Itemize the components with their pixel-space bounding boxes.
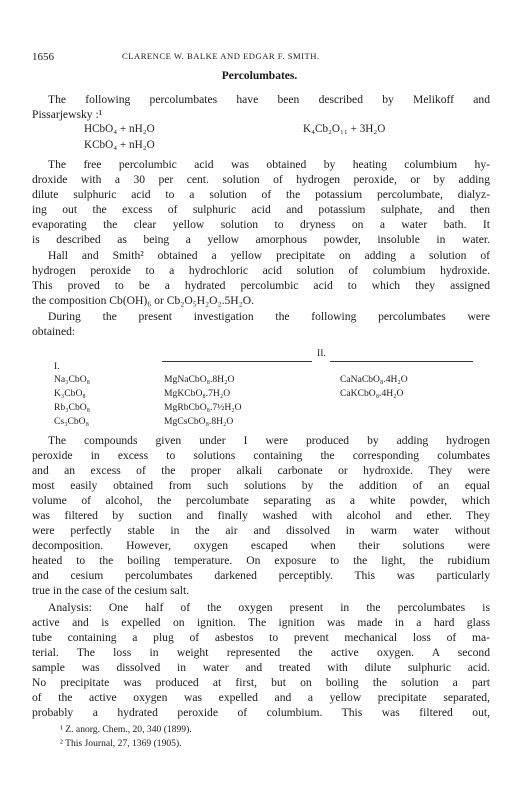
compound-formula: Cs₃CbO₈	[54, 416, 89, 427]
paragraph-line: During the present investigation the following percolumbates were	[48, 310, 490, 323]
group-one-label: I.	[54, 361, 60, 372]
paragraph-line: obtained:	[32, 325, 76, 338]
compound-formula: MgRbCbO₈.7½H₂O	[164, 402, 242, 413]
paragraph-line: and cesium percolumbates darkened perceptibly. This was particularly	[32, 569, 490, 582]
paragraph-line: heated to the boiling temperature. On exposure to the light, the rubidium	[32, 554, 490, 567]
paragraph-line: and an excess of the proper alkali carbonate or hydroxide. They were	[32, 464, 490, 477]
paragraph-line: terial. The loss in weight represented the active oxygen. A second	[32, 646, 490, 659]
paragraph-line: peroxide in excess to solutions containing the corresponding columbates	[32, 449, 490, 462]
group-two-label: II.	[317, 348, 326, 359]
paragraph-line: dilute sulphuric acid to a solution of the potassium percolumbate, dialyz-	[32, 188, 490, 201]
paragraph-line: hydrogen peroxide to a hydrochloric acid solution of columbium hydroxide.	[32, 264, 490, 277]
compound-formula: MgCsCbO₈.8H₂O	[164, 416, 234, 427]
formula: K₄Cb₂O₁₁ + 3H₂O	[303, 123, 386, 135]
paragraph-line: The compounds given under I were produced by adding hydrogen	[48, 434, 490, 447]
paragraph-line: The free percolumbic acid was obtained by heating columbium hy-	[48, 158, 490, 171]
compound-formula: MgNaCbO₈.8H₂O	[164, 374, 235, 385]
paragraph-line: tube containing a plug of asbestos to prevent mechanical loss of ma-	[32, 631, 490, 644]
compound-formula: Na₃CbO₈	[54, 374, 90, 385]
group-two-rule	[162, 361, 312, 362]
paragraph-line: true in the case of the cesium salt.	[32, 584, 190, 597]
group-two-rule	[330, 361, 473, 362]
paragraph-line: Hall and Smith² obtained a yellow precipitate on adding a solution of	[48, 249, 490, 262]
formula: HCbO₄ + nH₂O	[84, 123, 155, 135]
formula: KCbO₄ + nH₂O	[84, 139, 155, 151]
section-title: Percolumbates.	[221, 70, 298, 82]
paragraph-line: decomposition. However, oxygen escaped when their solutions were	[32, 539, 490, 552]
paragraph-line: active and is expelled on ignition. The ignition was made in a hard glass	[32, 616, 490, 629]
compound-formula: Rb₃CbO₈	[54, 402, 91, 413]
paragraph-line: probably a hydrated peroxide of columbium. This was filtered out,	[32, 706, 490, 719]
footnote: ² This Journal, 27, 1369 (1905).	[60, 738, 182, 749]
compound-formula: CaNaCbO₈.4H₂O	[340, 374, 408, 385]
paragraph-line: Pissarjewsky :¹	[32, 108, 103, 121]
compound-formula: K₃CbO₈	[54, 388, 86, 399]
paragraph-line: of the active oxygen was expelled and a yellow precipitate separated,	[32, 691, 490, 704]
paragraph-line: was filtered by suction and finally washed with alcohol and ether. They	[32, 509, 490, 522]
paragraph-line: the composition Cb(OH)₆ or Cb₂O₅H₂O₂.5H₂O.	[32, 294, 254, 307]
paragraph-line: were perfectly stable in the air and dissolved in warm water without	[32, 524, 490, 537]
paragraph-line: volume of alcohol, the percolumbate separating as a white powder, which	[32, 494, 490, 507]
paragraph-line: sample was dissolved in water and treated with dilute sulphuric acid.	[32, 661, 490, 674]
compound-formula: CaKCbO₈.4H₂O	[340, 388, 404, 399]
compound-formula: MgKCbO₈.7H₂O	[164, 388, 231, 399]
page-header	[32, 51, 490, 65]
paragraph-line: Analysis: One half of the oxygen present in the percolumbates is	[48, 601, 490, 614]
paragraph-line: No precipitate was produced at first, but on boiling the solution a part	[32, 676, 490, 689]
footnote: ¹ Z. anorg. Chem., 20, 340 (1899).	[60, 724, 192, 735]
paragraph-line: The following percolumbates have been described by Melikoff and	[48, 93, 490, 106]
page-number: 1656	[32, 51, 54, 63]
paragraph-line: most easily obtained from such solutions by the addition of an equal	[32, 479, 490, 492]
paragraph-line: is described as being a yellow amorphous powder, insoluble in water.	[32, 233, 490, 246]
paragraph-line: This proved to be a hydrated percolumbic acid to which they assigned	[32, 279, 490, 292]
paragraph-line: evaporating the clear yellow solution to dryness on a water bath. It	[32, 218, 490, 231]
paragraph-line: ing out the excess of sulphuric acid and potassium sulphate, and then	[32, 203, 490, 216]
running-head: CLARENCE W. BALKE AND EDGAR F. SMITH.	[122, 51, 320, 61]
paragraph-line: droxide with a 30 per cent. solution of hydrogen peroxide, or by adding	[32, 173, 490, 186]
